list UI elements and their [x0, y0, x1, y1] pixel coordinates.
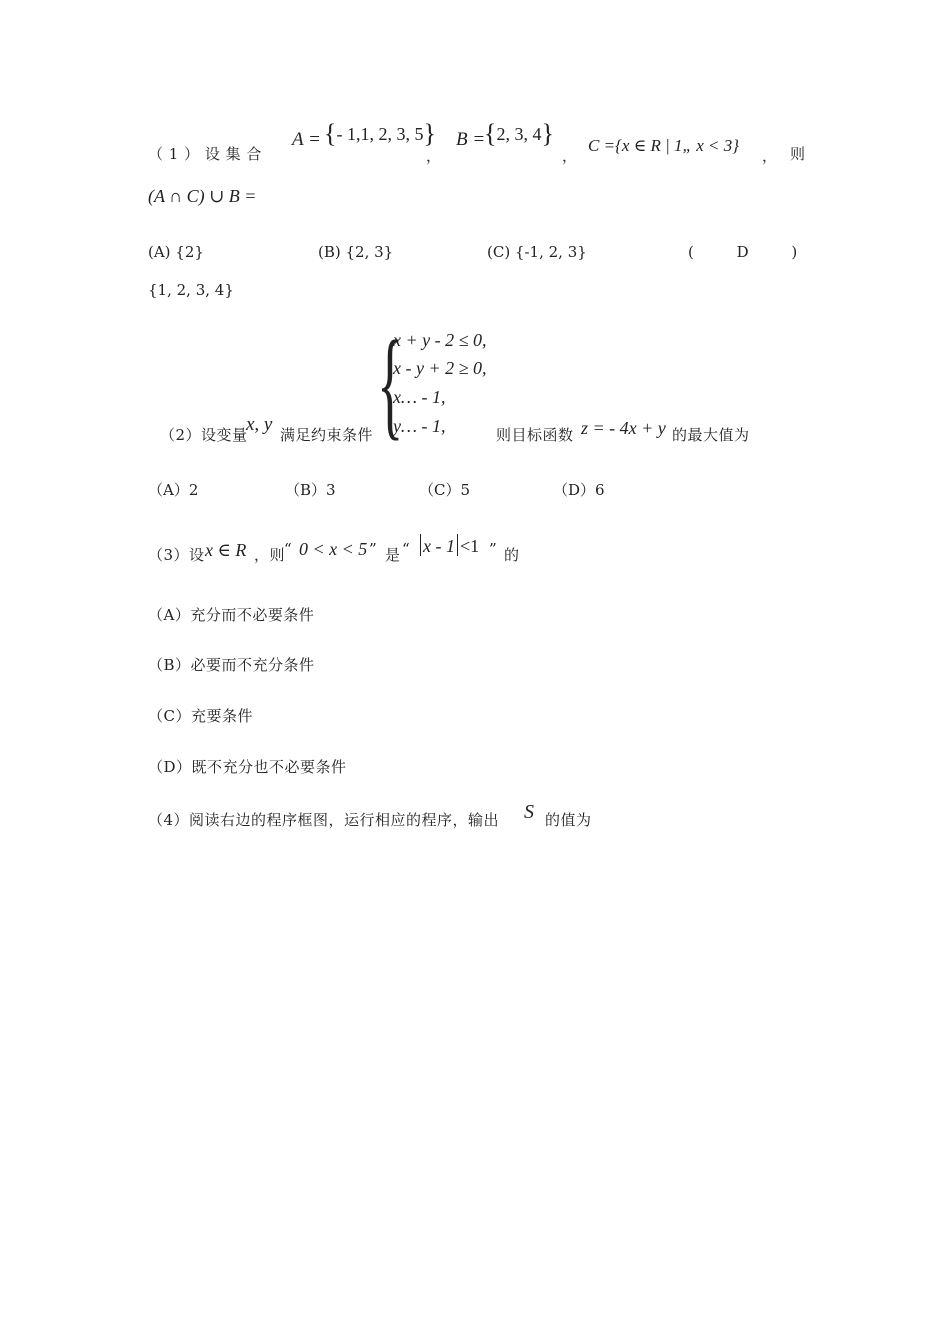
q3-right-quote-1: ”: [369, 540, 378, 558]
q4-var-s: S: [524, 801, 534, 823]
q3-option-c: （C）充要条件: [148, 707, 253, 725]
q1-option-a: (A) {2}: [148, 243, 204, 261]
q1-option-d-value: {1, 2, 3, 4}: [148, 281, 234, 299]
q2-stem-end: 的最大值为: [672, 426, 750, 444]
q1-set-c: C ={x ∈ R | 1„ x < 3}: [588, 136, 740, 155]
q2-option-d: （D）6: [553, 481, 605, 499]
q2-constraint-4: y… - 1,: [393, 416, 446, 436]
q2-stem-prefix: （2）设变量: [160, 426, 248, 444]
q1-comma-2: ，: [562, 147, 578, 165]
q1-set-b: {2, 3, 4}: [484, 119, 554, 148]
q2-system-brace: {: [377, 316, 404, 451]
q1-option-c: (C) {-1, 2, 3}: [487, 243, 587, 261]
q2-option-b: （B）3: [285, 481, 336, 499]
q3-left-quote-2: “: [402, 540, 411, 558]
q3-left-quote-1: “: [284, 540, 293, 558]
q4-stem-end: 的值为: [545, 811, 592, 829]
q1-comma-3: ，: [762, 147, 778, 165]
q1-set-b-body: 2, 3, 4: [496, 124, 542, 144]
q2-vars: x, y: [246, 414, 273, 435]
q3-option-a: （A）充分而不必要条件: [148, 606, 315, 624]
q1-expression: (A ∩ C) ∪ B =: [148, 186, 257, 206]
q3-condition-1: 0 < x < 5: [299, 539, 368, 559]
q2-option-c: （C）5: [419, 481, 471, 499]
q3-shi: 是: [385, 546, 401, 564]
q3-de: 的: [504, 546, 520, 564]
q2-constraint-2: x - y + 2 ≥ 0,: [393, 358, 487, 378]
q3-ze: ，则: [254, 546, 286, 564]
q2-objective: z = - 4x + y: [581, 418, 666, 438]
q3-x-in-r: x ∈ R: [205, 540, 247, 560]
q2-stem-then: 则目标函数: [496, 426, 574, 444]
q3-condition-2-tail: <1: [459, 536, 480, 556]
q1-set-a-label: A =: [292, 129, 321, 150]
q3-right-quote-2: ”: [489, 540, 498, 558]
q3-condition-2-inner: x - 1: [423, 536, 455, 556]
q2-constraint-1: x + y - 2 ≤ 0,: [393, 330, 487, 350]
q1-ze: 则: [790, 145, 806, 163]
q3-stem-prefix: （3）设: [148, 546, 205, 564]
q4-stem-prefix: （4）阅读右边的程序框图，运行相应的程序，输出: [148, 811, 500, 829]
q2-constraint-3: x… - 1,: [393, 387, 446, 407]
q1-option-d: ( D ): [688, 243, 798, 261]
q2-option-a: （A）2: [148, 481, 199, 499]
q1-stem-prefix: （ 1 ） 设 集 合: [148, 145, 262, 163]
q1-option-b: (B) {2, 3}: [318, 243, 394, 261]
q3-option-b: （B）必要而不充分条件: [148, 656, 315, 674]
q3-condition-2: [418, 534, 479, 556]
q3-option-d: （D）既不充分也不必要条件: [148, 758, 347, 776]
q3-abs-bar-left: [420, 534, 421, 556]
q2-stem-mid: 满足约束条件: [280, 426, 374, 444]
q3-abs-bar-right: [457, 534, 458, 556]
q1-set-b-label: B =: [456, 129, 486, 150]
q1-set-a: {- 1,1, 2, 3, 5}: [324, 119, 436, 148]
q1-set-a-body: - 1,1, 2, 3, 5: [336, 124, 424, 144]
q1-comma-1: ，: [426, 147, 442, 165]
